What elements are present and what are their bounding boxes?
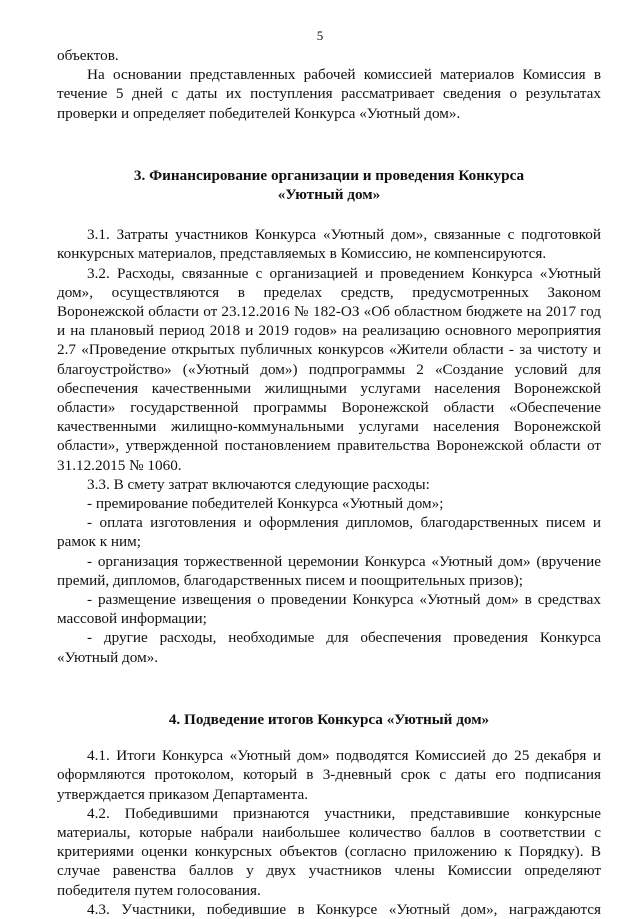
section-3-list-item: - оплата изготовления и оформления дипломов, благодарственных писем и рамок к ним; bbox=[57, 514, 601, 551]
section-3-list-item: - другие расходы, необходимые для обеспечения проведения Конкурса «Уютный дом». bbox=[57, 629, 601, 666]
section-4-title: 4. Подведение итогов Конкурса «Уютный дом» bbox=[168, 710, 490, 728]
section-3-list-item: - организация торжественной церемонии Конкурса «Уютный дом» (вручение премий, дипломов, благодарственных писем и поощрительных призов); bbox=[57, 552, 601, 589]
section-4-paragraph-1: 4.1. Итоги Конкурса «Уютный дом» подводятся Комиссией до 25 декабря и оформляются протоколом, который в 3-дневный срок с даты его подписания утверждается приказом Департамента. bbox=[57, 747, 601, 803]
section-4-paragraph-3: 4.3. Участники, победившие в Конкурсе «Уютный дом», награждаются bbox=[87, 900, 601, 918]
intro-paragraph-1: объектов. bbox=[57, 47, 119, 64]
section-4-paragraph-2: 4.2. Победившими признаются участники, представившие конкурсные материалы, которые набрали наибольшее количество баллов в соответствии с критериями оценки конкурсных объектов (согласно приложению к Порядку). В случае равенства баллов у двух участников члены Комиссии определяют победителя путем голосования. bbox=[57, 804, 601, 899]
section-3-paragraph-1: 3.1. Затраты участников Конкурса «Уютный дом», связанные с подготовкой конкурсных материалов, представляемых в Комиссию, не компенсируются. bbox=[57, 226, 601, 263]
document-body bbox=[57, 46, 601, 919]
section-3-paragraph-2: 3.2. Расходы, связанные с организацией и проведением Конкурса «Уютный дом», осуществляются в пределах средств, предусмотренных Законом Воронежской области от 23.12.2016 № 182-ОЗ «Об областном бюджете на 2017 год и на плановый период 2018 и 2019 годов» на реализацию основного мероприятия 2.7 «Проведение открытых публичных конкурсов «Жители области - за чистоту и благоустройство» («Уютный дом») подпрограммы 2 «Создание условий для обеспечения качественными жилищными услугами населения Воронежской области» государственной программы Воронежской области «Обеспечение качественными жилищно-коммунальными услугами населения Воронежской области», утвержденной постановлением правительства Воронежской области от 31.12.2015 № 1060. bbox=[57, 264, 601, 474]
section-3-title-line-1: 3. Финансирование организации и проведения Конкурса bbox=[133, 166, 525, 184]
section-3-title-line-2: «Уютный дом» bbox=[277, 186, 381, 204]
page-number: 5 bbox=[316, 28, 324, 43]
section-3-paragraph-3: 3.3. В смету затрат включаются следующие расходы: bbox=[87, 475, 430, 493]
intro-paragraph-2: На основании представленных рабочей комиссией материалов Комиссия в течение 5 дней с даты их поступления рассматривает сведения о результатах проверки и определяет победителей Конкурса «Уютный дом». bbox=[57, 66, 601, 122]
section-3-list-item: - размещение извещения о проведении Конкурса «Уютный дом» в средствах массовой информации; bbox=[57, 591, 601, 628]
section-3-list-item: - премирование победителей Конкурса «Уютный дом»; bbox=[87, 495, 444, 513]
